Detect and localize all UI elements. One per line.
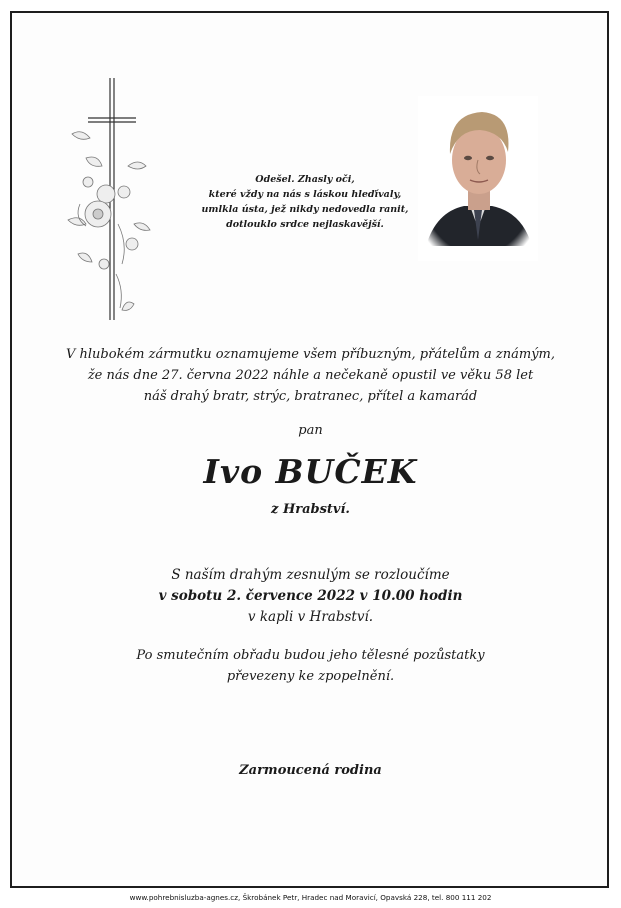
announcement xyxy=(0,344,621,407)
verse-line: Odešel. Zhasly oči, xyxy=(255,174,355,185)
honorific: pan xyxy=(298,423,323,438)
cremation-line: Po smutečním obřadu budou jeho tělesné pozůstatky xyxy=(136,648,485,663)
verse-line: dotlouklo srdce nejlaskavější. xyxy=(226,219,384,230)
announcement-line: že nás dne 27. června 2022 náhle a nečekaně opustil ve věku 58 let xyxy=(87,368,534,383)
signature: Zarmoucená rodina xyxy=(239,763,382,778)
ceremony-date: v sobotu 2. července 2022 v 10.00 hodin xyxy=(158,588,463,604)
verse-line: umlkla ústa, jež nikdy nedovedla ranit, xyxy=(201,204,409,215)
ceremony-info xyxy=(0,565,621,628)
deceased-name: Ivo BUČEK xyxy=(203,452,418,491)
deceased-origin: z Hrabství. xyxy=(271,502,350,517)
announcement-line: V hlubokém zármutku oznamujeme všem příbuzným, přátelům a známým, xyxy=(66,347,555,362)
cremation-info xyxy=(0,645,621,687)
verse-line: které vždy na nás s láskou hleďívaly, xyxy=(208,189,402,200)
ceremony-intro: S naším drahým zesnulým se rozloučíme xyxy=(171,567,450,583)
footer-contact: www.pohrebnisluzba-agnes.cz, Škrobánek Petr, Hradec nad Moravicí, Opavská 228, tel. 800 111 202 xyxy=(129,893,492,902)
announcement-line: náš drahý bratr, strýc, bratranec, přítel a kamarád xyxy=(143,389,478,404)
ceremony-place: v kapli v Hrabství. xyxy=(247,609,374,625)
portrait-photo xyxy=(418,96,538,261)
verse xyxy=(200,172,410,232)
cremation-line: převezeny ke zpopelnění. xyxy=(226,669,395,684)
cross-with-flowers-icon xyxy=(58,74,158,330)
